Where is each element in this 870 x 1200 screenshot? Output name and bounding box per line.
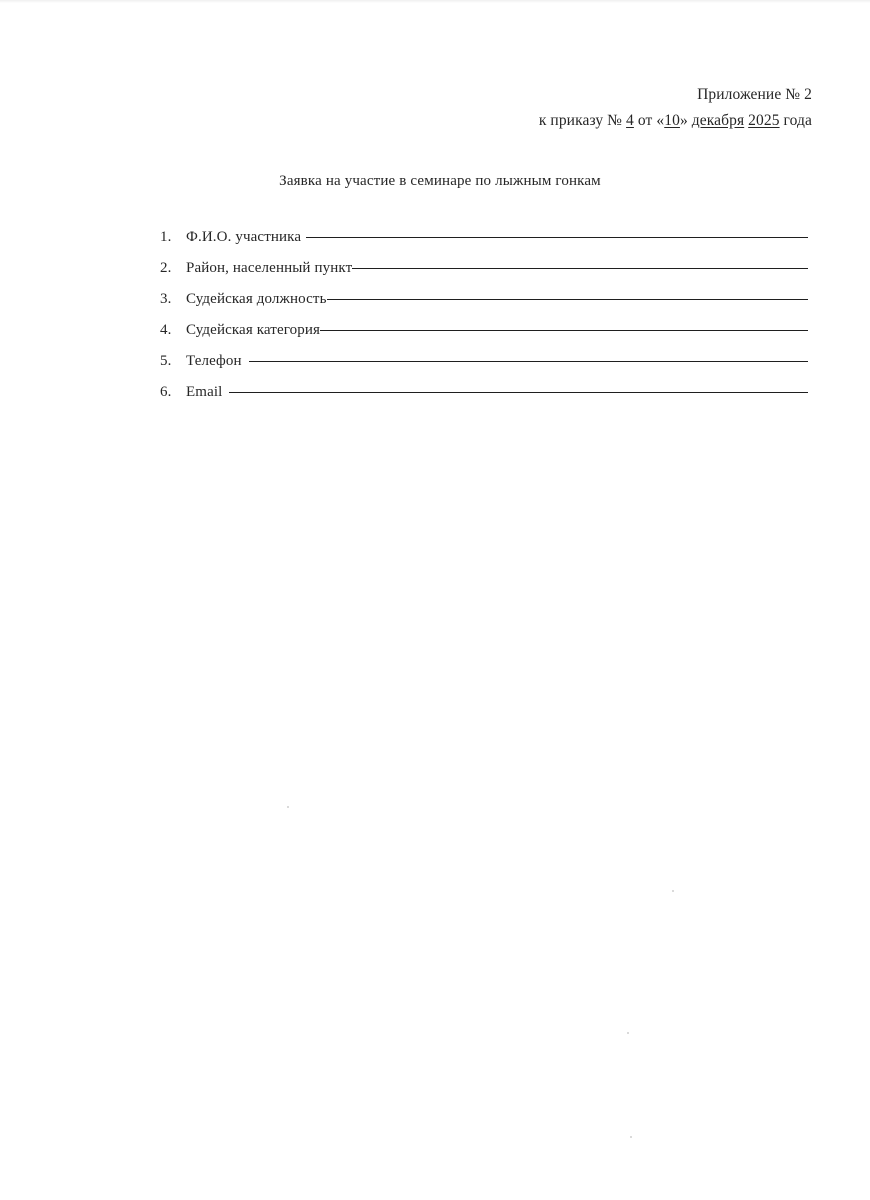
list-item: [160, 352, 808, 383]
list-item: [160, 259, 808, 290]
order-reference: [539, 108, 812, 134]
application-fields: [160, 228, 808, 414]
scan-speck: [630, 1136, 632, 1138]
field-number: 4.: [160, 322, 172, 338]
field-label-email: Email: [186, 384, 223, 400]
list-item: [160, 228, 808, 259]
order-number-value: 4: [626, 112, 634, 129]
field-label-district: Район, населенный пункт: [186, 260, 353, 276]
order-year-value: 2025: [748, 112, 780, 129]
field-input-district[interactable]: [352, 256, 808, 269]
field-input-position[interactable]: [327, 287, 808, 300]
field-input-fio[interactable]: [306, 225, 808, 238]
list-item: [160, 383, 808, 414]
field-number: 3.: [160, 291, 172, 307]
order-reference-prefix: к приказу №: [538, 112, 627, 129]
field-number: 6.: [160, 384, 172, 400]
document-header: [539, 82, 812, 134]
list-item: [160, 290, 808, 321]
field-number: 2.: [160, 260, 172, 276]
field-input-email[interactable]: [229, 380, 808, 393]
scan-speck: [287, 806, 289, 808]
order-quote-close: »: [679, 112, 692, 129]
order-reference-mid: от «: [633, 112, 665, 129]
field-number: 5.: [160, 353, 172, 369]
scan-speck: [627, 1032, 629, 1034]
field-number: 1.: [160, 229, 172, 245]
order-month-value: декабря: [691, 112, 745, 129]
order-reference-suffix: года: [779, 112, 812, 129]
scan-speck: [672, 890, 674, 892]
page-title: Заявка на участие в семинаре по лыжным гонкам: [279, 173, 601, 189]
order-day-value: 10: [664, 112, 680, 129]
field-label-category: Судейская категория: [186, 322, 321, 338]
field-label-fio: Ф.И.О. участника: [186, 229, 302, 245]
field-label-position: Судейская должность: [186, 291, 327, 307]
appendix-number: Приложение № 2: [697, 86, 812, 103]
list-item: [160, 321, 808, 352]
field-label-phone: Телефон: [186, 353, 242, 369]
field-input-phone[interactable]: [249, 349, 808, 362]
field-input-category[interactable]: [320, 318, 808, 331]
